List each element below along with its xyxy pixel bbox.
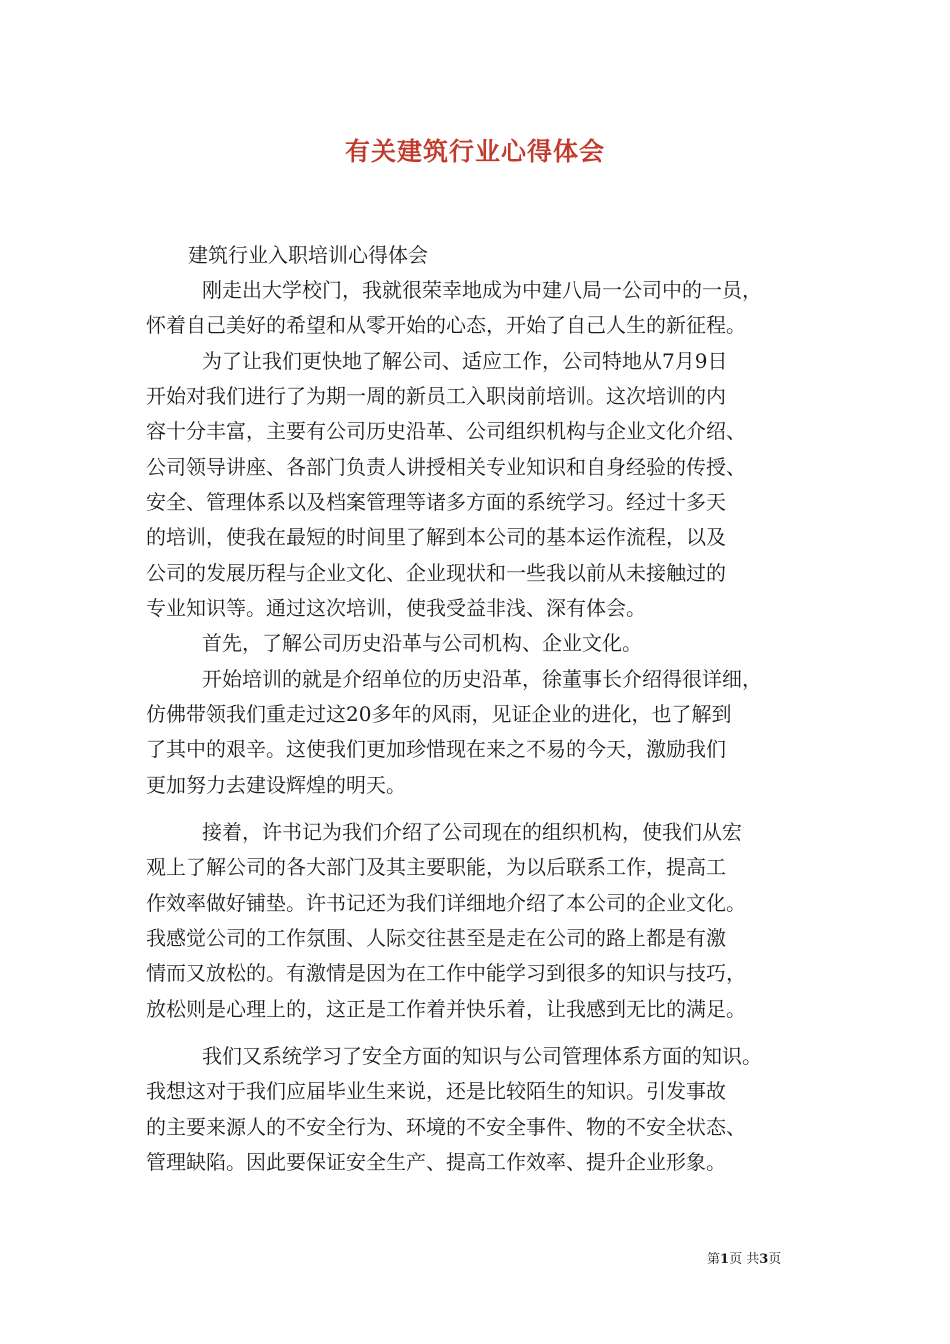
total-pages: 3 [759,1252,769,1267]
paragraph-line: 情而又放松的。有激情是因为在工作中能学习到很多的知识与技巧， [146,961,746,985]
document-title: 有关建筑行业心得体会 [344,137,605,166]
page-prefix: 第 [707,1252,721,1267]
paragraph-line: 我感觉公司的工作氛围、人际交往甚至是走在公司的路上都是有激 [146,926,726,950]
page-number [707,1248,781,1267]
paragraph-line: 建筑行业入职培训心得体会 [188,243,428,267]
paragraph-line: 怀着自己美好的希望和从零开始的心态，开始了自己人生的新征程。 [146,313,746,337]
paragraph-line: 仿佛带领我们重走过这20多年的风雨，见证企业的进化，也了解到 [146,702,732,726]
paragraph-line: 管理缺陷。因此要保证安全生产、提高工作效率、提升企业形象。 [146,1150,726,1174]
paragraph-line: 首先，了解公司历史沿革与公司机构、企业文化。 [202,631,642,655]
paragraph-line: 公司的发展历程与企业文化、企业现状和一些我以前从未接触过的 [146,561,726,585]
paragraph-line: 安全、管理体系以及档案管理等诸多方面的系统学习。经过十多天 [146,490,726,514]
paragraph-line: 作效率做好铺垫。许书记还为我们详细地介绍了本公司的企业文化。 [146,891,746,915]
paragraph-line: 了其中的艰辛。这使我们更加珍惜现在来之不易的今天，激励我们 [146,737,726,761]
page-suffix: 页 [768,1252,782,1267]
paragraph-line: 开始对我们进行了为期一周的新员工入职岗前培训。这次培训的内 [146,384,726,408]
paragraph-line: 容十分丰富，主要有公司历史沿革、公司组织机构与企业文化介绍、 [146,419,746,443]
paragraph-line: 的主要来源人的不安全行为、环境的不安全事件、物的不安全状态、 [146,1115,746,1139]
paragraph-line: 我想这对于我们应届毕业生来说，还是比较陌生的知识。引发事故 [146,1079,726,1103]
paragraph-line: 我们又系统学习了安全方面的知识与公司管理体系方面的知识。 [202,1044,762,1068]
paragraph-line: 刚走出大学校门，我就很荣幸地成为中建八局一公司中的一员， [202,278,762,302]
paragraph-line: 放松则是心理上的，这正是工作着并快乐着，让我感到无比的满足。 [146,997,746,1021]
paragraph-line: 接着，许书记为我们介绍了公司现在的组织机构，使我们从宏 [202,820,742,844]
paragraph-line: 开始培训的就是介绍单位的历史沿革，徐董事长介绍得很详细， [202,667,762,691]
page-middle: 页 共 [729,1252,760,1267]
current-page: 1 [720,1252,730,1267]
paragraph-line: 公司领导讲座、各部门负责人讲授相关专业知识和自身经验的传授、 [146,455,746,479]
paragraph-line: 为了让我们更快地了解公司、适应工作，公司特地从7月9日 [202,349,728,373]
paragraph-line: 观上了解公司的各大部门及其主要职能，为以后联系工作，提高工 [146,855,726,879]
paragraph-line: 专业知识等。通过这次培训，使我受益非浅、深有体会。 [146,596,646,620]
paragraph-line: 的培训，使我在最短的时间里了解到本公司的基本运作流程，以及 [146,525,726,549]
paragraph-line: 更加努力去建设辉煌的明天。 [146,773,406,797]
